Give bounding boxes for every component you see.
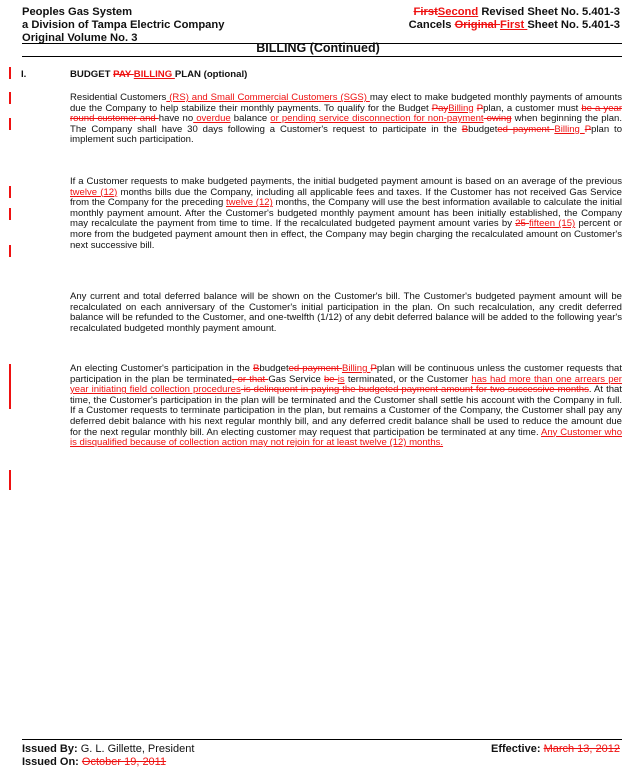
cancels-label: Cancels [408,19,455,31]
change-bar [9,208,11,220]
deleted-text: B [253,363,260,374]
text: Residential Customers [70,92,167,103]
deleted-text: Pay [431,102,449,114]
deleted-text: owing [483,113,512,125]
division-name: a Division of Tampa Electric Company [22,19,225,31]
change-bar [9,470,11,490]
deleted-text: P [584,123,592,135]
text: balance [230,113,271,125]
change-bar [9,186,11,198]
text: If a Customer requests to make budgeted payments, the initial budgeted payment amount is based on an average of the previous [70,176,622,187]
footer-rule [22,739,622,740]
inserted-text: twelve (12) [70,186,118,198]
sheet-revision-line [409,6,620,19]
inserted-text: Billing [448,102,474,114]
inserted-text: fifteen (15) [529,218,576,230]
effective-label: Effective: [490,743,544,755]
paragraph-termination [70,364,622,449]
deleted-text: 25 [515,218,530,230]
text: percent or more from the budgeted payment amount then in effect, the Company may begin charging the recalculated amount on Customer's next successive bill. [70,218,622,251]
paragraph-payment-amount [70,177,622,251]
text: have no [158,113,194,125]
text: budget [468,123,498,135]
inserted-text: Any Customer who is disqualified because of collection action may not rejoin for at least twelve (12) months. [70,426,623,449]
deleted-text: P [476,102,484,114]
effective-value: March 13, 2012 [543,743,620,755]
deleted-text: PAY [113,69,134,80]
inserted-text: is [337,373,345,385]
inserted-text: overdue [193,113,231,125]
text: plan will be continuous unless the customer requests that participation in the plan be terminated [70,363,623,385]
paragraph-deferred-balance: Any current and total deferred balance will be shown on the Customer's bill. The Customer's budgeted payment amount will be recalculated on each anniversary of the Customer's initial participation in the plan. On such recalculation, any credit deferred balance will be refunded to the Customer, and one-twelfth (1/12) of any debit deferred balance will be added to the following year's recalculated budgeted monthly payment amount. [70,291,622,334]
volume-label: Original Volume No. 3 [22,32,138,44]
text: may elect to make budgeted monthly payments of amounts due the Company to help stabilize their monthly payments. To qualify for the Budget [70,92,622,114]
footer-effective [491,743,620,756]
deleted-text: Original [454,19,500,31]
text: plan to implement such participation. [70,123,623,146]
text: months bills due the Company, including all applicable fees and taxes. If the Customer has not received Gas Service from the Company for the preceding [70,186,622,209]
deleted-text: be a year round customer and [70,102,622,125]
deleted-text: First [413,6,438,18]
text: when beginning the plan. The Company shall have 30 days following a Customer's request to participate in the [70,113,622,135]
sheet-number: Revised Sheet No. 5.401-3 [478,6,620,18]
issued-by-value: G. L. Gillette, President [80,743,195,755]
inserted-text: First [499,19,528,31]
issued-by-label: Issued By: [22,743,81,755]
change-bar [9,364,11,409]
cancelled-sheet-number: Sheet No. 5.401-3 [527,19,620,31]
heading-text: PLAN (optional) [174,69,248,80]
company-name: Peoples Gas System [22,6,133,18]
deleted-text: ed payment [288,363,342,374]
inserted-text: BILLING [133,69,175,80]
inserted-text: Billing [554,123,585,135]
deleted-text: is delinquent in paying the budgeted payment amount for two successive months [240,384,589,396]
inserted-text: twelve (12) [226,197,273,209]
issued-on-value: October 19, 2011 [81,756,167,768]
cancels-line [409,19,620,32]
text: . At that time, the Customer's participation in the plan will be terminated and the Customer shall settle his account with the Company in full. If a Customer requests to terminate participation in the plan, but remains a Customer of the Company, the Customer shall pay any deferred debit balance with his next regular monthly bill, and any deferred credit balance shall be used to reduce the amount due for the next regular monthly bill. An electing customer may request that participation be terminated at any time. [70,384,622,438]
inserted-text: Billing [341,363,371,374]
header-right [409,6,620,32]
section-number: I. [21,69,27,80]
text: plan, a customer must [483,102,582,114]
change-bar [9,245,11,257]
change-bar [9,92,11,104]
issued-on-line [22,756,194,769]
change-bar [9,118,11,130]
inserted-text: Second [437,6,479,18]
text: An electing Customer's participation in the [70,363,254,374]
inserted-text: or pending service disconnection for non-payment [270,113,484,125]
change-bar [9,67,11,79]
text: budget [259,363,289,374]
text: Gas Service [268,373,324,385]
inserted-text: (RS) and Small Commercial Customers (SGS) [166,92,370,103]
deleted-text: ed payment [497,123,555,135]
issued-on-label: Issued On: [22,756,82,768]
text: terminated, or the Customer [344,373,472,385]
issued-by-line [22,743,194,756]
heading-text: BUDGET [70,69,114,80]
text: months, the Company will use the best information available to calculate the initial monthly payment amount. After the Customer's budgeted monthly payment amount has been initially established, the Company may recalculate the payment from time to time. If the recalculated budgeted payment amount varies by [70,197,622,230]
header-left [22,6,224,45]
deleted-text: B [461,123,469,135]
title-rule [22,56,622,57]
section-heading [70,69,247,80]
deleted-text: P [370,363,377,374]
page-title: BILLING (Continued) [256,41,380,55]
footer-issue-info [22,743,194,769]
inserted-text: has had more than one arrears per year initiating field collection procedures [70,373,622,396]
deleted-text: , or that [231,373,269,385]
paragraph-eligibility [70,93,622,146]
deleted-text: be [324,373,338,385]
